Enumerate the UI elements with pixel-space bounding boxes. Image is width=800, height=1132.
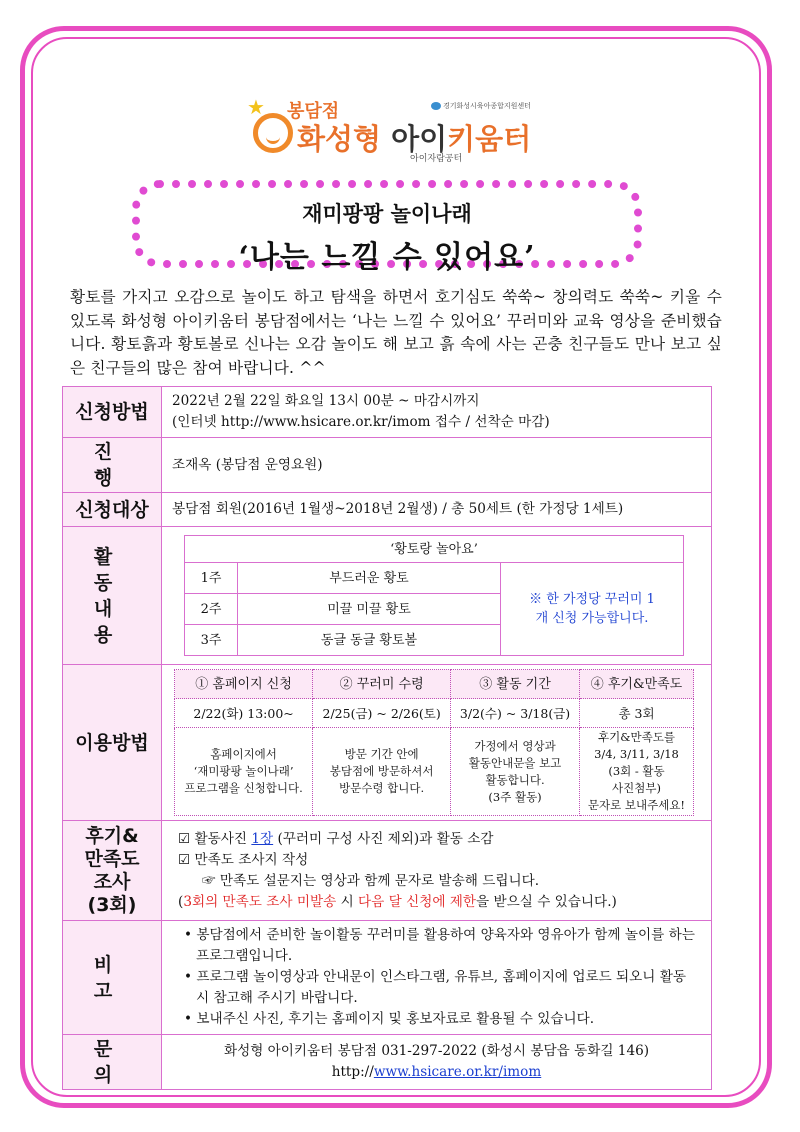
label-remarks: 비 고 <box>63 921 162 1035</box>
label-contact: 문 의 <box>63 1035 162 1090</box>
review-line-photo: ☑ 활동사진 1장 (꾸러미 구성 사진 제외)과 활동 소감 <box>178 830 494 847</box>
step-title: ① 홈페이지 신청 <box>175 670 313 699</box>
remarks-value <box>162 921 712 1035</box>
review-line-survey: ☑ 만족도 조사지 작성 <box>178 851 309 868</box>
week-label: 3주 <box>185 625 238 656</box>
activity-header: ‘황토랑 놀아요’ <box>185 536 684 563</box>
step-title: ③ 활동 기간 <box>451 670 580 699</box>
step-desc: 후기&만족도를 3/4, 3/11, 3/18 (3회 - 활동 사진첨부) 문자로 보내주세요! <box>579 728 693 816</box>
label-apply: 신청방법 <box>63 387 162 438</box>
logo-name: 화성형 아이키움터 <box>297 122 532 156</box>
step-desc: 홈페이지에서 ‘재미팡팡 놀이나래’ 프로그램을 신청합니다. <box>175 728 313 816</box>
contact-link[interactable]: www.hsicare.or.kr/imom <box>373 1064 542 1080</box>
logo-org: 경기화성시육아종합지원센터 <box>431 101 531 111</box>
activity-note: ※ 한 가정당 꾸러미 1개 신청 가능합니다. <box>501 563 684 656</box>
star-icon: ★ <box>247 95 265 119</box>
target-value: 봉담점 회원(2016년 1월생~2018년 2월생) / 총 50세트 (한 가정당 1세트) <box>162 493 712 527</box>
logo <box>245 95 545 165</box>
step-title: ④ 후기&만족도 <box>579 670 693 699</box>
apply-value: 2022년 2월 22일 화요일 13시 00분 ~ 마감시까지 (인터넷 http://www.hsicare.or.kr/imom 접수 / 선착순 마감) <box>162 387 712 438</box>
title-sub: 재미팡팡 놀이나래 <box>302 201 472 226</box>
logo-branch: 봉담점 <box>287 101 340 122</box>
step-date: 2/22(화) 13:00~ <box>175 699 313 728</box>
step-title: ② 꾸러미 수령 <box>313 670 451 699</box>
review-value <box>162 821 712 921</box>
activity-table <box>184 535 684 656</box>
progress-value: 조재옥 (봉담점 운영요원) <box>162 438 712 493</box>
week-title: 부드러운 황토 <box>238 563 501 594</box>
intro-text: 황토를 가지고 오감으로 놀이도 하고 탐색을 하면서 호기심도 쑥쑥~ 창의력도 쑥쑥~ 키울 수 있도록 화성형 아이키움터 봉담점에서는 ‘나는 느낄 수 있어요’ 꾸러미와 교육 영상을 준비했습니다. 황토흙과 황토볼로 신나는 오감 놀이도 해 보고 흙 속에 사는 곤충 친구들도 만나 보고 싶은 친구들의 많은 참여 바랍니다. ^^ <box>70 288 722 377</box>
label-activity: 활 동 내 용 <box>63 527 162 665</box>
remark-item: • 봉담점에서 준비한 놀이활동 꾸러미를 활용하여 양육자와 영유아가 함께 놀이를 하는 프로그램입니다. <box>184 927 695 964</box>
week-label: 2주 <box>185 594 238 625</box>
usage-cell <box>162 665 712 821</box>
label-usage: 이용방법 <box>63 665 162 821</box>
step-desc: 방문 기간 안에 봉담점에 방문하셔서 방문수령 합니다. <box>313 728 451 816</box>
info-table <box>62 386 712 1090</box>
org-mark-icon <box>431 102 441 110</box>
contact-value: 화성형 아이키움터 봉담점 031-297-2022 (화성시 봉담읍 동화길 146) http://www.hsicare.or.kr/imom <box>162 1035 712 1090</box>
logo-sub: 아이자람공터 <box>410 154 463 164</box>
step-date: 총 3회 <box>579 699 693 728</box>
review-line-sms: ☞ 만족도 설문지는 영상과 함께 문자로 발송해 드립니다. <box>202 872 540 889</box>
remark-item: • 프로그램 놀이영상과 안내문이 인스타그램, 유튜브, 홈페이지에 업로드 되오니 활동 시 참고해 주시기 바랍니다. <box>184 969 687 1006</box>
remark-item: • 보내주신 사진, 후기는 홈페이지 및 홍보자료로 활용될 수 있습니다. <box>184 1011 595 1027</box>
title-box <box>132 180 642 275</box>
title-main: ‘나는 느낄 수 있어요’ <box>238 240 536 275</box>
week-title: 미끌 미끌 황토 <box>238 594 501 625</box>
label-target: 신청대상 <box>63 493 162 527</box>
week-title: 동글 동글 황토볼 <box>238 625 501 656</box>
label-review: 후기& 만족도 조사 (3회) <box>63 821 162 921</box>
label-progress: 진 행 <box>63 438 162 493</box>
review-line-warning: (3회의 만족도 조사 미발송 시 다음 달 신청에 제한을 받으실 수 있습니다.) <box>178 893 617 910</box>
step-date: 3/2(수) ~ 3/18(금) <box>451 699 580 728</box>
step-date: 2/25(금) ~ 2/26(토) <box>313 699 451 728</box>
week-label: 1주 <box>185 563 238 594</box>
usage-table <box>174 669 694 816</box>
step-desc: 가정에서 영상과 활동안내문을 보고 활동합니다. (3주 활동) <box>451 728 580 816</box>
activity-cell <box>162 527 712 665</box>
